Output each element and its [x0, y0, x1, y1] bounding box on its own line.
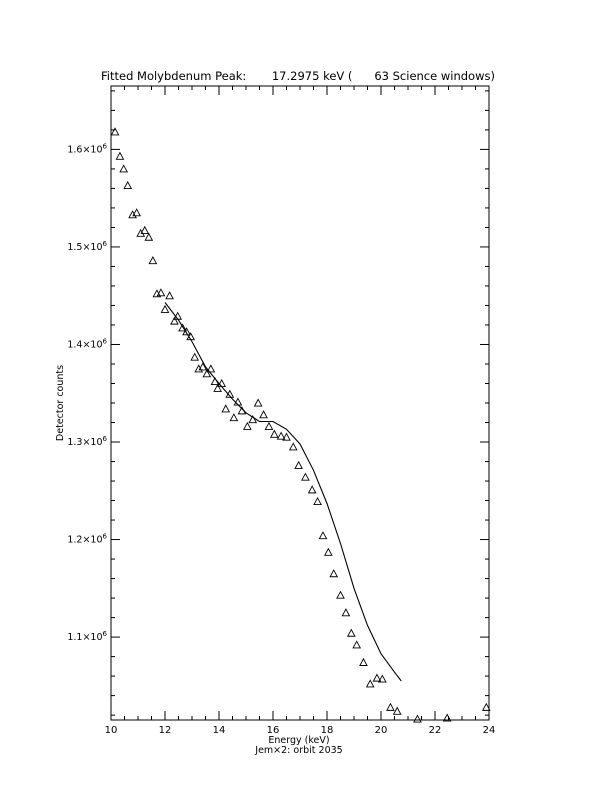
y-tick-label: $1.3\times 10^6$: [67, 435, 107, 449]
y-axis: [67, 91, 489, 715]
chart-title: Fitted Molybdenum Peak: 17.2975 keV ( 63 Science windows): [101, 69, 495, 83]
data-point: [314, 498, 321, 505]
data-point: [295, 462, 302, 469]
data-point: [255, 399, 262, 406]
data-point: [161, 306, 168, 313]
data-point: [414, 715, 421, 722]
data-points-layer: [111, 128, 489, 722]
data-point: [145, 234, 152, 241]
data-point: [191, 354, 198, 361]
data-point: [394, 708, 401, 715]
y-axis-label: Detector counts: [55, 364, 66, 442]
y-tick-label: $1.5\times 10^6$: [67, 239, 107, 253]
data-point: [302, 474, 309, 481]
data-point: [111, 128, 118, 135]
x-tick-label: 24: [482, 725, 496, 736]
data-point: [166, 292, 173, 299]
plot-frame: [111, 86, 489, 720]
y-tick-label: $1.4\times 10^6$: [67, 337, 107, 351]
x-tick-label: 12: [158, 725, 172, 736]
data-point: [360, 659, 367, 666]
x-tick-label: 20: [374, 725, 388, 736]
data-point: [230, 414, 237, 421]
y-tick-label: $1.1\times 10^6$: [67, 630, 107, 644]
data-point: [309, 486, 316, 493]
data-point: [149, 257, 156, 264]
fit-curve: [165, 303, 401, 682]
x-tick-label: 16: [266, 725, 280, 736]
data-point: [214, 385, 221, 392]
fit-curve-layer: [165, 303, 401, 682]
data-point: [290, 443, 297, 450]
data-point: [116, 153, 123, 160]
data-point: [337, 592, 344, 599]
data-point: [124, 182, 131, 189]
data-point: [330, 570, 337, 577]
x-tick-label: 18: [320, 725, 334, 736]
data-point: [120, 165, 127, 172]
y-tick-label: $1.6\times 10^6$: [67, 142, 107, 156]
data-point: [387, 704, 394, 711]
x-axis-label: Energy (keV): [268, 735, 330, 746]
data-point: [367, 680, 374, 687]
x-tick-label: 14: [212, 725, 226, 736]
x-axis-sublabel: Jem×2: orbit 2035: [255, 745, 343, 756]
x-tick-label: 22: [428, 725, 442, 736]
x-tick-label: 10: [104, 725, 118, 736]
y-tick-label: $1.2\times 10^6$: [67, 532, 107, 546]
data-point: [222, 405, 229, 412]
data-point: [271, 431, 278, 438]
x-axis: [105, 86, 496, 736]
plot-axes: [111, 86, 489, 720]
data-point: [342, 609, 349, 616]
data-point: [244, 423, 251, 430]
data-point: [265, 423, 272, 430]
data-point: [260, 411, 267, 418]
data-point: [319, 532, 326, 539]
data-point: [353, 641, 360, 648]
data-point: [325, 549, 332, 556]
data-point: [348, 630, 355, 637]
